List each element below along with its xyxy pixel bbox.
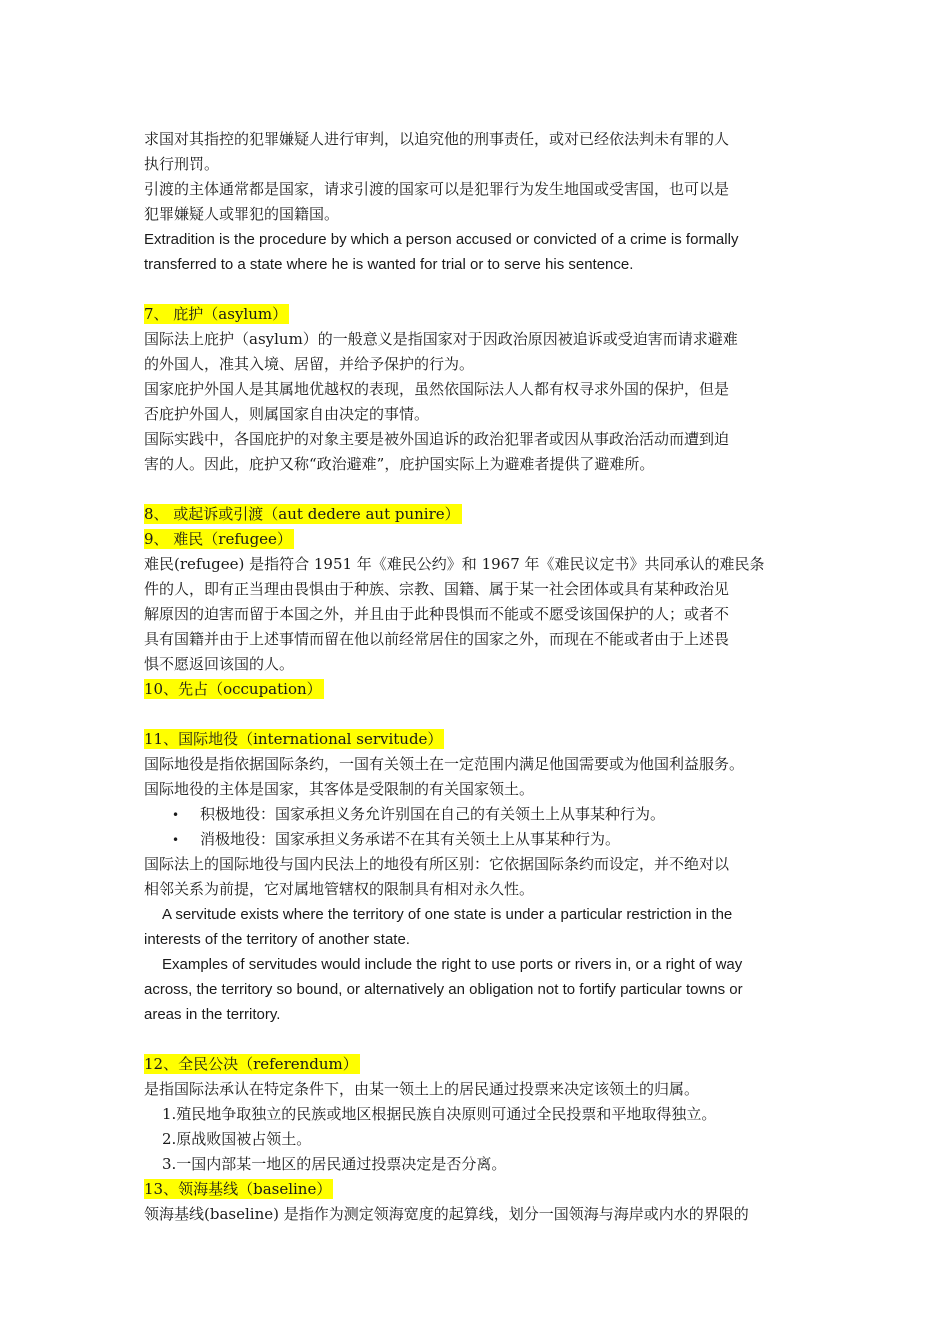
english-line: across, the territory so bound, or alternatively an obligation not to fortify particular towns or	[144, 981, 743, 998]
paragraph-line: 国际地役的主体是国家，其客体是受限制的有关国家领土。	[144, 780, 535, 798]
bullet-item	[144, 802, 814, 827]
bullet-text: 消极地役：国家承担义务承诺不在其有关领土上从事某种行为。	[200, 830, 621, 848]
paragraph-line: 否庇护外国人，则属国家自由决定的事情。	[144, 405, 430, 423]
bullet-icon: •	[172, 808, 180, 822]
paragraph-line: 国际法上的国际地役与国内民法上的地役有所区别：它依据国际条约而设定，并不绝对以	[144, 855, 730, 873]
paragraph-line: 引渡的主体通常都是国家，请求引渡的国家可以是犯罪行为发生地国或受害国，也可以是	[144, 180, 730, 198]
bullet-text: 积极地役：国家承担义务允许别国在自己的有关领土上从事某种行为。	[200, 805, 666, 823]
paragraph-line: 国际实践中，各国庇护的对象主要是被外国追诉的政治犯罪者或因从事政治活动而遭到迫	[144, 430, 730, 448]
paragraph-line: 解原因的迫害而留于本国之外，并且由于此种畏惧而不能或不愿受该国保护的人；或者不	[144, 605, 730, 623]
heading-refugee: 9、 难民（refugee）	[144, 530, 292, 548]
paragraph-line: 领海基线(baseline) 是指作为测定领海宽度的起算线，划分一国领海与海岸或内水的界限的	[144, 1205, 749, 1223]
blank-line	[144, 277, 814, 302]
numbered-item: 1.殖民地争取独立的民族或地区根据民族自决原则可通过全民投票和平地取得独立。	[162, 1105, 717, 1123]
heading-asylum: 7、 庇护（asylum）	[144, 305, 288, 323]
numbered-item: 3.一国内部某一地区的居民通过投票决定是否分离。	[162, 1155, 507, 1173]
bullet-icon: •	[172, 833, 180, 847]
paragraph-line: 具有国籍并由于上述事情而留在他以前经常居住的国家之外，而现在不能或者由于上述畏	[144, 630, 730, 648]
paragraph-line: 害的人。因此，庇护又称“政治避难”，庇护国实际上为避难者提供了避难所。	[144, 455, 655, 473]
paragraph-line: 国家庇护外国人是其属地优越权的表现，虽然依国际法人人都有权寻求外国的保护，但是	[144, 380, 730, 398]
english-line: A servitude exists where the territory of one state is under a particular restriction in the	[162, 906, 733, 923]
blank-line	[144, 477, 814, 502]
heading-servitude: 11、国际地役（international servitude）	[144, 730, 443, 748]
paragraph-line: 犯罪嫌疑人或罪犯的国籍国。	[144, 205, 340, 223]
paragraph-line: 求国对其指控的犯罪嫌疑人进行审判，以追究他的刑事责任，或对已经依法判未有罪的人	[144, 130, 730, 148]
heading-aut-dedere: 8、 或起诉或引渡（aut dedere aut punire）	[144, 505, 460, 523]
blank-line	[144, 1027, 814, 1052]
numbered-item: 2.原战败国被占领土。	[162, 1130, 312, 1148]
paragraph-line: 的外国人，准其入境、居留，并给予保护的行为。	[144, 355, 475, 373]
paragraph-line: 难民(refugee) 是指符合 1951 年《难民公约》和 1967 年《难民议定书》共同承认的难民条	[144, 555, 765, 573]
english-line: areas in the territory.	[144, 1006, 281, 1023]
heading-referendum: 12、全民公决（referendum）	[144, 1055, 358, 1073]
paragraph-line: 国际法上庇护（asylum）的一般意义是指国家对于因政治原因被追诉或受迫害而请求避难	[144, 330, 738, 348]
paragraph-line: 惧不愿返回该国的人。	[144, 655, 295, 673]
english-line: transferred to a state where he is wanted for trial or to serve his sentence.	[144, 256, 634, 273]
paragraph-line: 件的人，即有正当理由畏惧由于种族、宗教、国籍、属于某一社会团体或具有某种政治见	[144, 580, 730, 598]
english-line: Examples of servitudes would include the right to use ports or rivers in, or a right of way	[162, 956, 743, 973]
heading-occupation: 10、先占（occupation）	[144, 680, 322, 698]
document-body	[144, 127, 814, 1227]
paragraph-line: 相邻关系为前提，它对属地管辖权的限制具有相对永久性。	[144, 880, 535, 898]
english-line: Extradition is the procedure by which a person accused or convicted of a crime is formally	[144, 231, 739, 248]
paragraph-line: 是指国际法承认在特定条件下，由某一领土上的居民通过投票来决定该领土的归属。	[144, 1080, 700, 1098]
heading-baseline: 13、领海基线（baseline）	[144, 1180, 332, 1198]
bullet-item	[144, 827, 814, 852]
blank-line	[144, 702, 814, 727]
paragraph-line: 执行刑罚。	[144, 155, 220, 173]
paragraph-line: 国际地役是指依据国际条约，一国有关领土在一定范围内满足他国需要或为他国利益服务。	[144, 755, 745, 773]
english-line: interests of the territory of another state.	[144, 931, 410, 948]
